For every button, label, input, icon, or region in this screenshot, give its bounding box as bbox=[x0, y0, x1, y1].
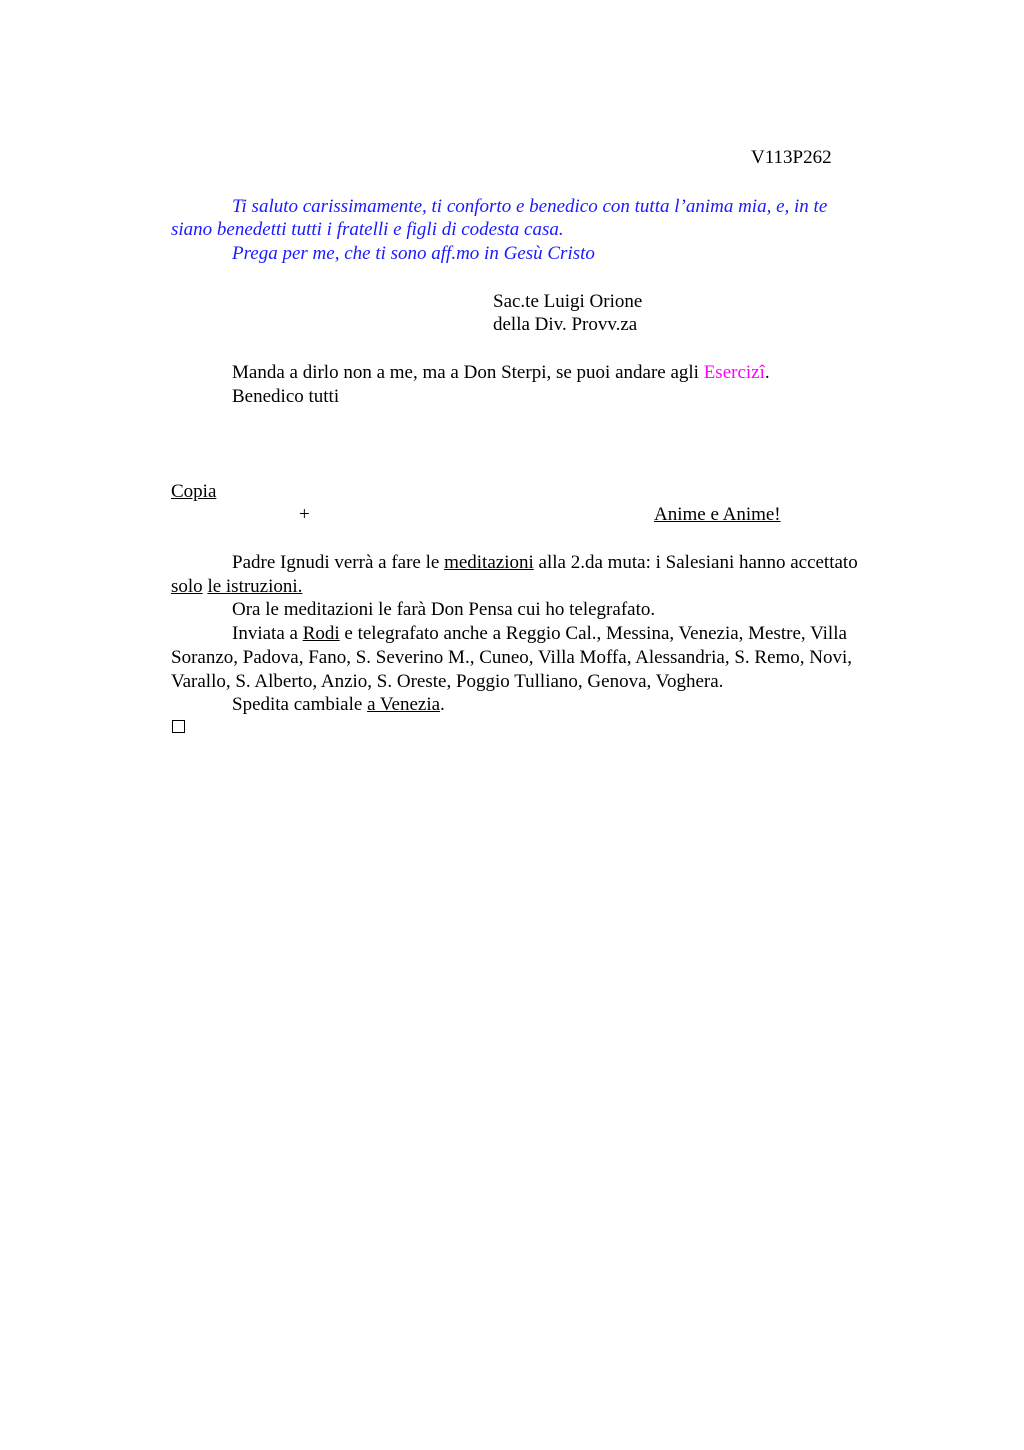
p1-underlined-istruzioni: le istruzioni. bbox=[207, 576, 303, 597]
p4-text-a: Spedita cambiale bbox=[232, 694, 368, 715]
copy-label: Copia bbox=[171, 481, 217, 502]
p3-text-b: e telegrafato anche a Reggio Cal., Messina, Venezia, Mestre, Villa bbox=[339, 623, 847, 644]
p4-period: . bbox=[440, 694, 445, 715]
reference-code: V113P262 bbox=[751, 147, 832, 168]
p1-text-b: alla 2.da muta: i Salesiani hanno accettato bbox=[533, 552, 858, 573]
greeting-line-3: Prega per me, che ti sono aff.mo in Gesù Cristo bbox=[232, 243, 595, 264]
highlighted-word: Esercizî bbox=[703, 362, 765, 383]
postscript-line-1 bbox=[232, 361, 770, 385]
signature-title: della Div. Provv.za bbox=[493, 314, 638, 335]
greeting-line-2: siano benedetti tutti i fratelli e figli di codesta casa. bbox=[171, 219, 564, 240]
motto: Anime e Anime! bbox=[654, 504, 781, 525]
postscript-line-2: Benedico tutti bbox=[232, 386, 340, 407]
p1-text-a: Padre Ignudi verrà a fare le bbox=[232, 552, 445, 573]
paragraph-1-line-2 bbox=[171, 575, 302, 599]
cross-symbol: + bbox=[299, 504, 310, 525]
postscript-text: Manda a dirlo non a me, ma a Don Sterpi, se puoi andare agli bbox=[232, 362, 704, 383]
p3-underlined-rodi: Rodi bbox=[302, 623, 340, 644]
p1-underlined-meditazioni: meditazioni bbox=[444, 552, 534, 573]
greeting-line-1: Ti saluto carissimamente, ti conforto e benedico con tutta l’anima mia, e, in te bbox=[232, 196, 828, 217]
paragraph-3-line-1 bbox=[232, 622, 847, 646]
p3-text-a: Inviata a bbox=[232, 623, 303, 644]
paragraph-1-line-1 bbox=[232, 551, 858, 575]
square-symbol-icon bbox=[172, 720, 185, 733]
postscript-period: . bbox=[764, 362, 770, 383]
paragraph-4 bbox=[232, 693, 445, 717]
p1-underlined-solo: solo bbox=[171, 576, 203, 597]
paragraph-3-line-3: Varallo, S. Alberto, Anzio, S. Oreste, Poggio Tulliano, Genova, Voghera. bbox=[171, 671, 724, 692]
signature-name: Sac.te Luigi Orione bbox=[493, 291, 643, 312]
paragraph-2: Ora le meditazioni le farà Don Pensa cui ho telegrafato. bbox=[232, 599, 656, 620]
p4-underlined-venezia: a Venezia bbox=[367, 694, 441, 715]
paragraph-3-line-2: Soranzo, Padova, Fano, S. Severino M., Cuneo, Villa Moffa, Alessandria, S. Remo, Novi, bbox=[171, 647, 853, 668]
